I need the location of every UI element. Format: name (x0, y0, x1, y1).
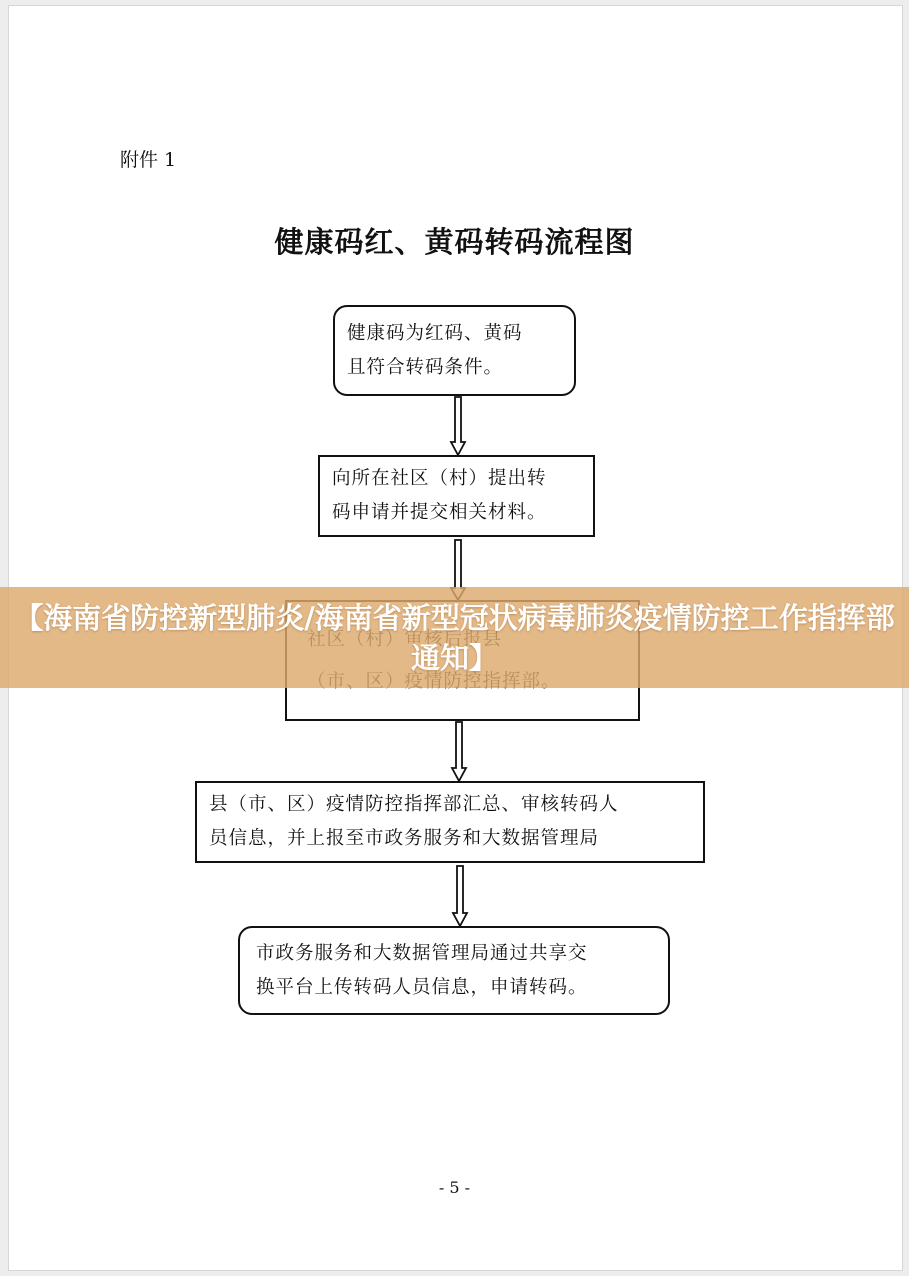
flow-step-5 (238, 926, 670, 1015)
flow-step-2-line2: 码申请并提交相关材料。 (332, 502, 547, 523)
page-title: 健康码红、黄码转码流程图 (274, 225, 635, 259)
flow-step-4-line1: 县（市、区）疫情防控指挥部汇总、审核转码人 (209, 794, 619, 815)
flow-step-5-line1: 市政务服务和大数据管理局通过共享交 (256, 942, 588, 964)
arrow-4 (453, 866, 467, 926)
attachment-label: 附件 1 (120, 149, 177, 171)
flow-step-2 (318, 455, 595, 537)
flow-step-1 (333, 305, 576, 396)
overlay-title: 【海南省防控新型肺炎/海南省新型冠状病毒肺炎疫情防控工作指挥部通知】 (14, 600, 895, 675)
arrow-3 (452, 722, 466, 781)
flow-step-5-line2: 换平台上传转码人员信息，申请转码。 (256, 976, 588, 998)
page-number: - 5 - (438, 1178, 471, 1197)
flow-step-4 (195, 781, 705, 863)
flow-step-4-line2: 员信息，并上报至市政务服务和大数据管理局 (209, 828, 600, 849)
flow-step-1-line1: 健康码为红码、黄码 (347, 322, 523, 344)
title-overlay-banner (0, 587, 909, 688)
flow-step-1-line2: 且符合转码条件。 (347, 356, 504, 378)
flow-step-2-line1: 向所在社区（村）提出转 (332, 468, 547, 489)
arrow-1 (451, 397, 465, 455)
